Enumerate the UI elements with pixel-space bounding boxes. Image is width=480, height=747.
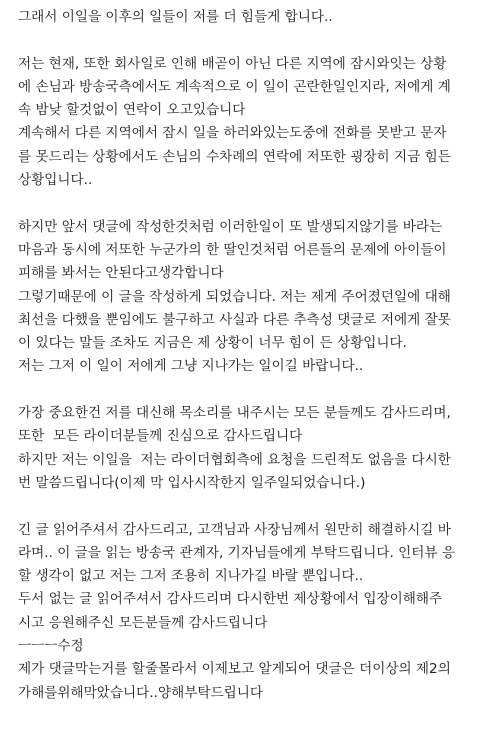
text-line: 마음과 동시에 저또한 누군가의 한 딸인것처럼 어른들의 문제에 아이들이 [18, 241, 447, 258]
text-line: 그래서 이일을 이후의 일들이 저를 더 힘들게 합니다.. [18, 9, 333, 25]
text-line: 피해를 봐서는 안된다고생각합니다 [18, 265, 224, 282]
text-line: 제가 댓글막는거를 할줄몰라서 이제보고 알게되어 댓글은 더이상의 제2의 [18, 661, 451, 678]
text-line: 가장 중요한건 저를 대신해 목소리를 내주시는 모든 분들께도 감사드리며, [18, 405, 451, 422]
text-line: 최선을 다했을 뿐임에도 불구하고 사실과 다른 추측성 댓글로 저에게 잘못 [18, 311, 451, 328]
text-line: 가해를위해막았습니다..양해부탁드립니다 [18, 684, 264, 701]
text-line: 라며.. 이 글을 읽는 방송국 관계자, 기자님들에게 부탁드립니다. 인터뷰 응 [18, 544, 455, 561]
text-line: 번 말씀드립니다(이제 막 입사시작한지 일주일되었습니다.) [18, 474, 366, 491]
edit-note-heading: ㅡㅡㅡ수정 [18, 638, 84, 655]
paragraph-spacer [18, 192, 473, 215]
text-line: 에 손님과 방송국측에서도 계속적으로 이 일이 곤란한일인지라, 저에게 계 [18, 78, 451, 95]
paragraph-reason [18, 216, 473, 379]
text-line: 를 못드리는 상황에서도 손님의 수차례의 연락에 저또한 굉장히 지금 힘든 [18, 148, 451, 165]
text-line: 속 밤낮 할것없이 연락이 오고있습니다 [18, 102, 246, 119]
paragraph-spacer [18, 495, 473, 518]
text-line: 할 생각이 없고 저는 그저 조용히 지나가길 바랄 뿐입니다.. [18, 568, 364, 585]
text-line: 계속해서 다른 지역에서 잠시 일을 하러와있는도중에 전화를 못받고 문자 [18, 125, 447, 142]
paragraph-spacer [18, 379, 473, 402]
paragraph-closing [18, 519, 473, 705]
text-line: 긴 글 읽어주셔서 감사드리고, 고객님과 사장님께서 원만히 해결하시길 바 [18, 521, 451, 538]
text-line: 저는 그저 이 일이 저에게 그냥 지나가는 일이길 바랍니다.. [18, 358, 364, 375]
text-line: 하지만 저는 이일을 저는 라이더협회측에 요청을 드린적도 없음을 다시한 [18, 451, 451, 468]
document-body [18, 6, 473, 705]
text-line: 또한 모든 라이더분들께 진심으로 감사드립니다 [18, 428, 303, 445]
paragraph-thanks [18, 402, 473, 495]
text-line: 상황입니다.. [18, 172, 93, 189]
text-line: 그렇기때문에 이 글을 작성하게 되었습니다. 저는 제게 주어졌던일에 대해 [18, 288, 451, 305]
text-line: 하지만 앞서 댓글에 작성한것처럼 이러한일이 또 발생되지않기를 바라는 [18, 218, 443, 235]
text-line: 저는 현재, 또한 회사일로 인해 배곧이 아닌 다른 지역에 잠시와잇는 상황 [18, 55, 447, 72]
paragraph-intro [18, 6, 473, 29]
text-line: 두서 없는 글 읽어주셔서 감사드리며 다시한번 제상황에서 입장이해해주 [18, 591, 443, 608]
text-line: 시고 응원해주신 모든분들께 감사드립니다 [18, 614, 268, 631]
text-line: 이 있다는 말들 조차도 지금은 제 상황이 너무 힘이 든 상황입니다. [18, 335, 407, 352]
paragraph-current-situation [18, 53, 473, 193]
paragraph-spacer [18, 29, 473, 52]
